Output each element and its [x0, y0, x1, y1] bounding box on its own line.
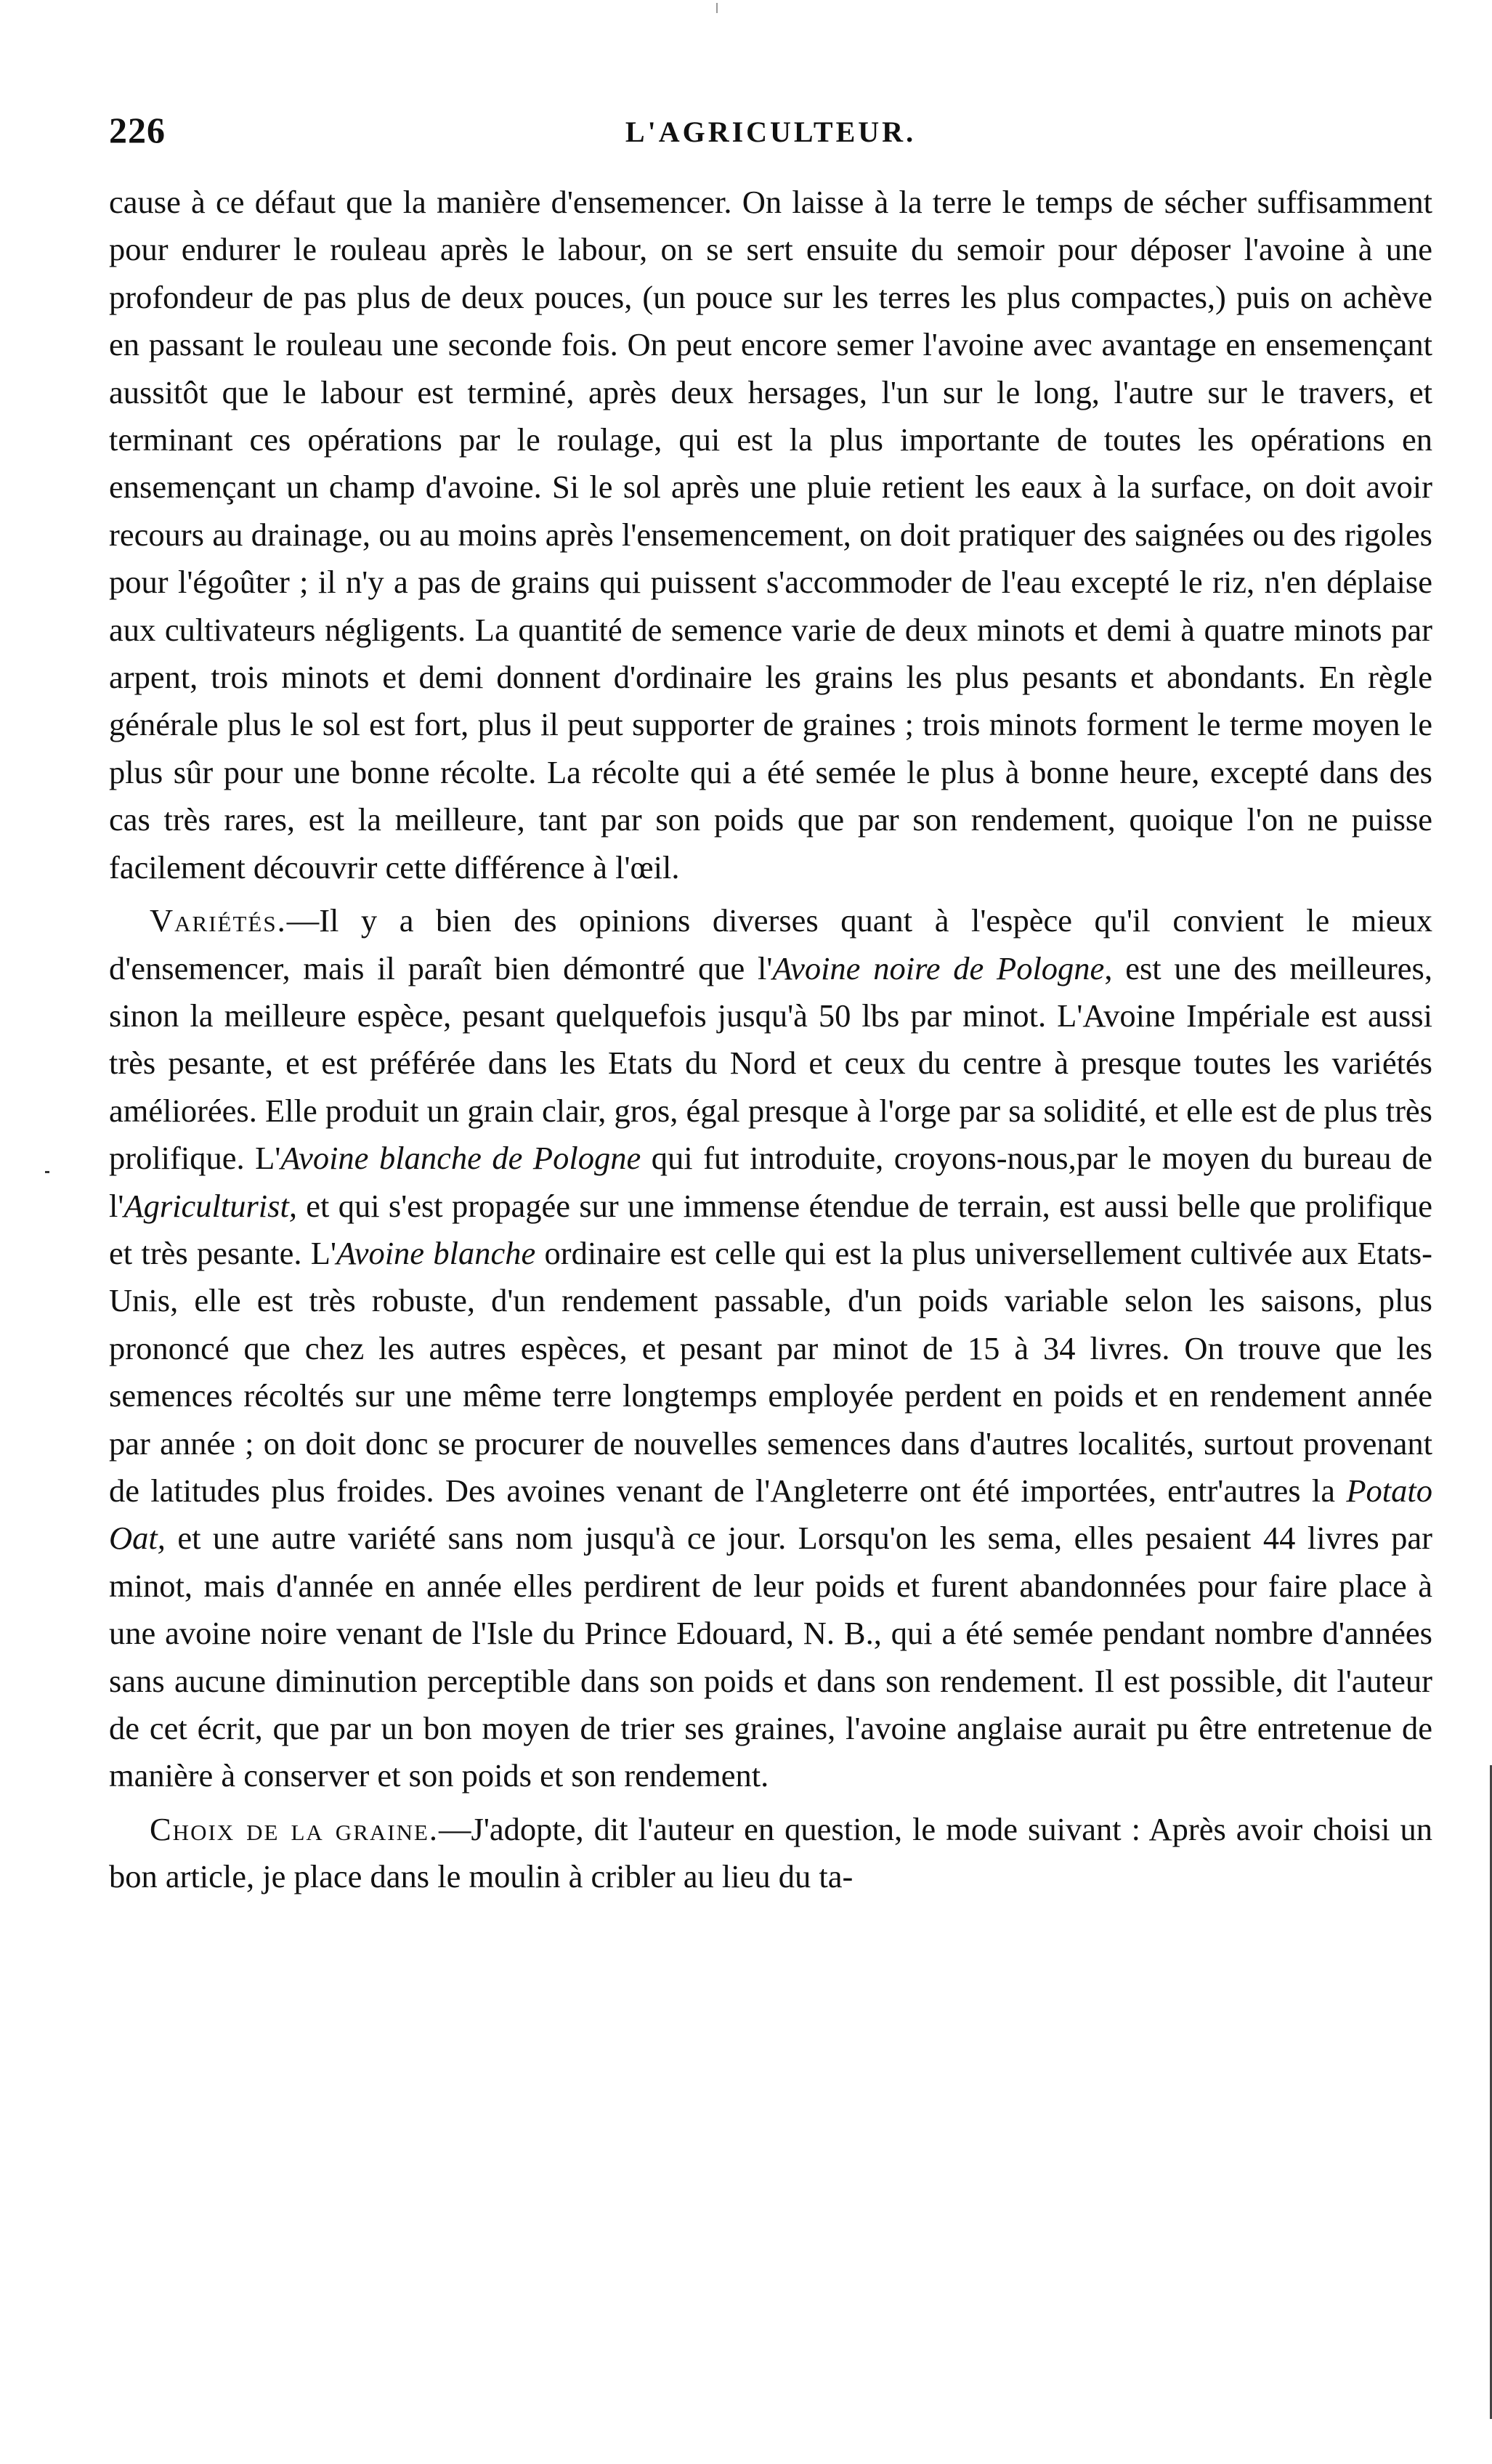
text-span: et une autre variété sans nom jusqu'à ce jour. Lorsqu'on les sema, elles pesaient 44 livres par minot, mais d'année en année elles perdirent de leur poids et furent abandonnées pour faire place à une avoine noire venant de l'Isle du Prince Edouard, N. B., qui a été semée pendant nombre d'années sans aucune diminution perceptible dans son poids et dans son rendement. Il est possible, dit l'auteur de cet écrit, que par un bon moyen de trier ses graines, l'avoine anglaise aurait pu être entretenue de manière à conserver et son poids et son rendement.	[109, 1520, 1432, 1794]
italic-term: Agriculturist,	[123, 1187, 297, 1224]
italic-term: Potato Oat,	[109, 1472, 1432, 1557]
text-span: et qui s'est propagée sur une immense étendue de terrain, est aussi belle que prolifique et très pesante. L'	[109, 1187, 1432, 1271]
page-number: 226	[109, 110, 166, 150]
text-span: qui fut introduite, croyons-nous,par le moyen du bureau de l'	[109, 1140, 1432, 1224]
section-heading-choix: Choix de la graine.	[150, 1810, 439, 1847]
text-span: —J'adopte, dit l'auteur en question, le mode suivant : Après avoir choisi un bon article, je place dans le moulin à cribler au lieu du ta-	[109, 1810, 1432, 1895]
paragraph-varietes	[109, 897, 1432, 1800]
text-span: ordinaire est celle qui est la plus universellement cultivée aux Etats-Unis, elle est très robuste, d'un rendement passable, d'un poids variable selon les saisons, plus prononcé que chez les autres espèces, et pesant par minot de 15 à 34 livres. On trouve que les semences récoltés sur une même terre longtemps employée perdent en poids et en rendement année par année ; on doit donc se procurer de nouvelles semences dans d'autres localités, surtout provenant de latitudes plus froides. Des avoines venant de l'Angleterre ont été importées, entr'autres la	[109, 1234, 1432, 1509]
running-title: L'AGRICULTEUR.	[625, 115, 917, 148]
text-span: cause à ce défaut que la manière d'ensemencer. On laisse à la terre le temps de sécher suffisamment pour endurer le rouleau après le labour, on se sert ensuite du semoir pour déposer l'avoine à une profondeur de pas plus de deux pouces, (un pouce sur les terres les plus compactes,) puis on achève en passant le rouleau une seconde fois. On peut encore semer l'avoine avec avantage en ensemençant aussitôt que le labour est terminé, après deux hersages, l'un sur le long, l'autre sur le travers, et terminant ces opérations par le roulage, qui est la plus importante de toutes les opérations en ensemençant un champ d'avoine. Si le sol après une pluie retient les eaux à la surface, on doit avoir recours au drainage, ou au moins après l'ensemencement, on doit pratiquer des saignées ou des rigoles pour l'égoûter ; il n'y a pas de grains qui puissent s'accommoder de l'eau excepté le riz, n'en déplaise aux cultivateurs négligents. La quantité de semence varie de deux minots et demi à quatre minots par arpent, trois minots et demi donnent d'ordinaire les grains les plus pesants et abondants. En règle générale plus le sol est fort, plus il peut supporter de graines ; trois minots forment le terme moyen le plus sûr pour une bonne récolte. La récolte qui a été semée le plus à bonne heure, excepté dans des cas très rares, est la meilleure, tant par son poids que par son rendement, quoique l'on ne puisse facilement découvrir cette différence à l'œil.	[109, 184, 1432, 885]
book-page	[109, 109, 1432, 1901]
section-heading-varietes: Variétés.	[150, 902, 287, 939]
running-header	[109, 109, 1432, 167]
scan-speck	[716, 3, 718, 13]
text-span: , est une des meilleures, sinon la meilleure espèce, pesant quelquefois jusqu'à 50 lbs par minot. L'Avoine Impériale est aussi très pesante, et est préférée dans les Etats du Nord et ceux du centre à presque toutes les variétés améliorées. Elle produit un grain clair, gros, égal presque à l'orge par sa solidité, et elle est de plus très prolifique. L'	[109, 949, 1432, 1177]
paragraph-choix-graine	[109, 1806, 1432, 1901]
margin-mark	[45, 1171, 49, 1173]
italic-term: Avoine blanche de Pologne	[280, 1140, 641, 1177]
italic-term: Avoine noire de Pologne	[772, 949, 1105, 986]
italic-term: Avoine blanche	[336, 1234, 536, 1271]
text-span: —Il y a bien des opinions diverses quant à l'espèce qu'il convient le mieux d'ensemencer, mais il paraît bien démontré que l'	[109, 902, 1432, 986]
paragraph-sowing	[109, 179, 1432, 891]
